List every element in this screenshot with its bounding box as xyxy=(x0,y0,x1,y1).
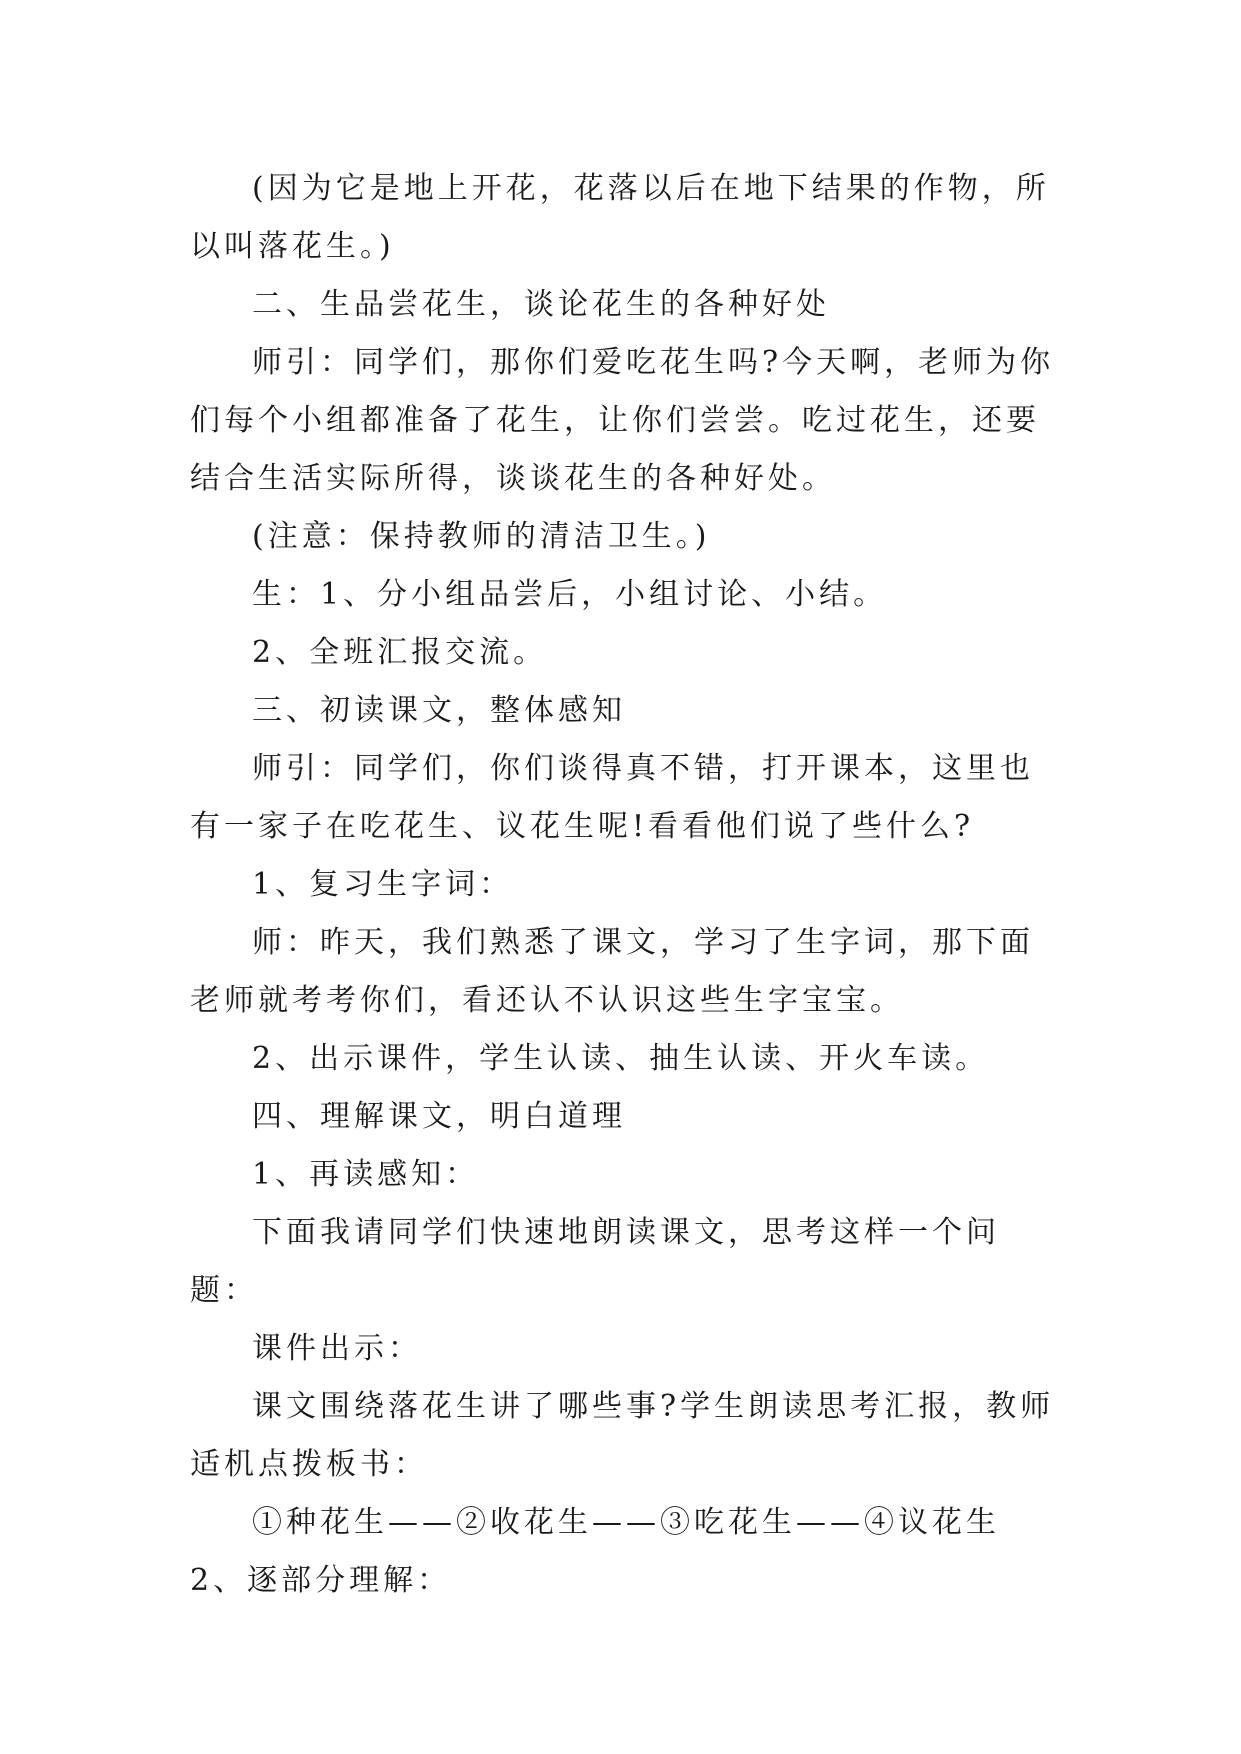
paragraph: 课文围绕落花生讲了哪些事?学生朗读思考汇报，教师适机点拨板书： xyxy=(190,1389,1055,1482)
paragraph: 生：1、分小组品尝后，小组讨论、小结。 xyxy=(252,577,888,612)
paragraph: (因为它是地上开花，花落以后在地下结果的作物，所以叫落花生。) xyxy=(190,171,1050,264)
paragraph: 1、复习生字词： xyxy=(252,867,514,902)
section-heading: 四、理解课文，明白道理 xyxy=(252,1099,626,1134)
paragraph: 2、全班汇报交流。 xyxy=(252,635,548,670)
section-heading: 三、初读课文，整体感知 xyxy=(252,693,626,728)
paragraph: 2、出示课件，学生认读、抽生认读、开火车读。 xyxy=(252,1041,990,1076)
paragraph: ①种花生——②收花生——③吃花生——④议花生 2、逐部分理解： xyxy=(190,1505,1000,1598)
paragraph: 师引：同学们，你们谈得真不错，打开课本，这里也有一家子在吃花生、议花生呢!看看他们说了些什么? xyxy=(190,751,1034,844)
paragraph: (注意：保持教师的清洁卫生。) xyxy=(252,519,711,554)
paragraph: 师引：同学们，那你们爱吃花生吗?今天啊，老师为你们每个小组都准备了花生，让你们尝尝。吃过花生，还要结合生活实际所得，谈谈花生的各种好处。 xyxy=(190,345,1055,496)
paragraph: 师：昨天，我们熟悉了课文，学习了生字词，那下面老师就考考你们，看还认不认识这些生字宝宝。 xyxy=(190,925,1034,1018)
paragraph: 课件出示： xyxy=(252,1331,422,1366)
paragraph: 1、再读感知： xyxy=(252,1157,480,1192)
document-body xyxy=(190,160,1060,1610)
paragraph: 下面我请同学们快速地朗读课文，思考这样一个问题： xyxy=(190,1215,1000,1308)
section-heading: 二、生品尝花生，谈论花生的各种好处 xyxy=(252,287,830,322)
